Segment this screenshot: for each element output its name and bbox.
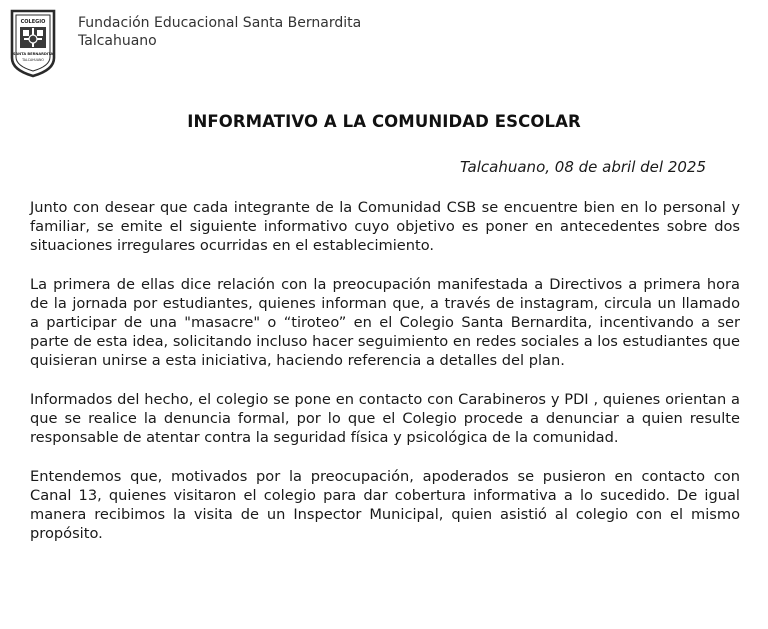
crest-sub-text: TALCAHUANO bbox=[22, 58, 44, 62]
letterhead bbox=[8, 8, 361, 82]
paragraph-3: Informados del hecho, el colegio se pone en contacto con Carabineros y PDI , quienes orientan a que se realice la denuncia formal, por lo que el Colegio procede a denunciar a quien resulte responsable de atentar contra la seguridad física y psicológica de la comunidad. bbox=[30, 391, 740, 446]
crest-bottom-text: SANTA BERNARDITA bbox=[12, 52, 54, 56]
organization-name: Fundación Educacional Santa Bernardita bbox=[78, 15, 362, 31]
document-date: Talcahuano, 08 de abril del 2025 bbox=[459, 158, 706, 176]
paragraph-1: Junto con desear que cada integrante de la Comunidad CSB se encuentre bien en lo personal y familiar, se emite el siguiente informativo cuyo objetivo es poner en antecedentes sobre dos situaciones irregulares ocurridas en el establecimiento. bbox=[30, 199, 740, 254]
document-body bbox=[30, 198, 740, 563]
school-crest-icon bbox=[8, 8, 58, 78]
organization-block bbox=[78, 14, 361, 50]
paragraph-2: La primera de ellas dice relación con la preocupación manifestada a Directivos a primera hora de la jornada por estudiantes, quienes informan que, a través de instagram, circula un llamado a participar de una "masacre" o “tiroteo” en el Colegio Santa Bernardita, incentivando a ser parte de esta idea, solicitando incluso hacer seguimiento en redes sociales a los estudiantes que quisieran unirse a esta iniciativa, haciendo referencia a detalles del plan. bbox=[30, 276, 741, 369]
organization-city: Talcahuano bbox=[78, 33, 157, 49]
paragraph-4: Entendemos que, motivados por la preocupación, apoderados se pusieron en contacto con Canal 13, quienes visitaron el colegio para dar cobertura informativa a lo sucedido. De igual manera recibimos la visita de un Inspector Municipal, quien asistió al colegio con el mismo propósito. bbox=[30, 468, 740, 542]
crest-top-text: COLEGIO bbox=[20, 19, 46, 25]
document-title: INFORMATIVO A LA COMUNIDAD ESCOLAR bbox=[187, 112, 581, 131]
